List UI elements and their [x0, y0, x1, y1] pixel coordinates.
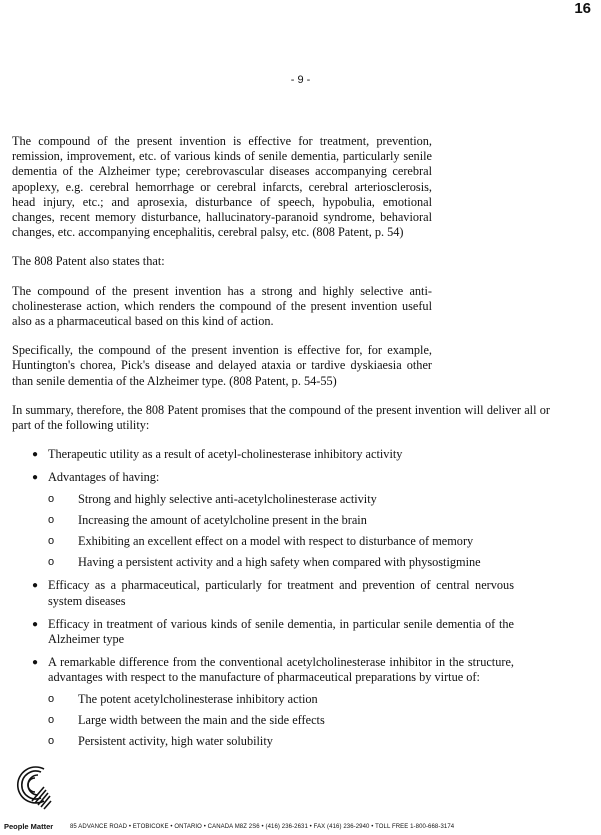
list-item [12, 470, 514, 570]
block-quote-2a: The compound of the present invention has a strong and highly selective anti-cholinesterase action, which renders the compound of the present invention useful also as a pharmaceutical based on this kind of action. [12, 283, 432, 329]
company-address: 85 ADVANCE ROAD • ETOBICOKE • ONTARIO • CANADA M8Z 2S6 • (416) 236-2631 • FAX (416) 236-2940 • TOLL FREE 1-800-668-3174 [70, 824, 455, 830]
sub-list-item [48, 713, 514, 728]
circle-bullet-icon: o [48, 735, 55, 748]
list-item-text: A remarkable difference from the conventional acetylcholinesterase inhibitor in the structure, advantages with respect to the manufacture of pharmaceutical preparations by virtue of: [48, 655, 514, 685]
sub-list-item-text: Strong and highly selective anti-acetylcholinesterase activity [78, 491, 377, 506]
people-matter-logo-icon [8, 761, 52, 813]
sub-list-item [48, 534, 514, 549]
circle-bullet-icon: o [48, 713, 55, 726]
sub-list-item [48, 692, 514, 707]
circle-bullet-icon: o [48, 535, 55, 548]
block-quote-2b: Specifically, the compound of the present invention is effective for, for example, Huntington's chorea, Pick's disease and delayed ataxia or tardive dyskiaesia other than senile dementia of the Alzheimer type. (808 Patent, p. 54-55) [12, 343, 432, 388]
list-item-text: Efficacy in treatment of various kinds of senile dementia, in particular senile dementia of the Alzheimer type [48, 616, 514, 647]
circle-bullet-icon: o [48, 513, 55, 526]
list-item-text: Advantages of having: [48, 470, 160, 485]
list-item [12, 578, 514, 608]
sub-list-item-text: Large width between the main and the side effects [78, 712, 325, 727]
utility-list [12, 447, 550, 749]
list-item-text: Therapeutic utility as a result of acetyl-cholinesterase inhibitory activity [48, 447, 403, 462]
circle-bullet-icon: o [48, 692, 55, 705]
sub-list [48, 692, 514, 750]
document-body [12, 134, 550, 757]
intro-paragraph: The 808 Patent also states that: [12, 254, 165, 269]
logo-text: People Matter [4, 822, 54, 831]
letterhead-footer [4, 761, 599, 831]
sub-list-item-text: Persistent activity, high water solubility [78, 734, 273, 749]
list-item [12, 617, 514, 647]
sub-list-item [48, 492, 514, 507]
bullet-icon: ● [32, 657, 39, 669]
bullet-icon: ● [32, 618, 39, 630]
bullet-icon: ● [32, 449, 39, 461]
list-item [12, 447, 514, 462]
bullet-icon: ● [32, 580, 39, 592]
block-quote-1: The compound of the present invention is effective for treatment, prevention, remission, improvement, etc. of various kinds of senile dementia, particularly senile dementia of the Alzheimer type; cerebrovascular diseases accompanying cerebral apoplexy, e.g. cerebral hemorrhage or cerebral infarcts, cerebral arteriosclerosis, head injury, etc.; and aprosexia, disturbance of speech, hypobulia, emotional changes, recent memory disturbance, hallucinatory-paranoid syndrome, behavioral changes, etc. accompanying encephalitis, cerebral palsy, etc. (808 Patent, p. 54) [12, 134, 432, 240]
sub-list-item [48, 734, 514, 749]
circle-bullet-icon: o [48, 492, 55, 505]
list-item [12, 655, 514, 749]
sub-list-item [48, 513, 514, 528]
list-item-text: Efficacy as a pharmaceutical, particularly for treatment and prevention of central nervous system diseases [48, 578, 514, 608]
summary-paragraph: In summary, therefore, the 808 Patent promises that the compound of the present invention will deliver all or part of the following utility: [12, 402, 550, 433]
bullet-icon: ● [32, 472, 39, 484]
sub-list [48, 492, 514, 571]
sub-list-item-text: Having a persistent activity and a high safety when compared with physostigmine [78, 555, 481, 570]
sub-list-item-text: The potent acetylcholinesterase inhibitory action [78, 691, 318, 706]
corner-page-number: 16 [574, 0, 591, 17]
page-marker: - 9 - [290, 74, 311, 86]
sub-list-item-text: Exhibiting an excellent effect on a model with respect to disturbance of memory [78, 534, 474, 549]
circle-bullet-icon: o [48, 556, 55, 569]
sub-list-item [48, 555, 514, 570]
sub-list-item-text: Increasing the amount of acetylcholine present in the brain [78, 512, 367, 527]
